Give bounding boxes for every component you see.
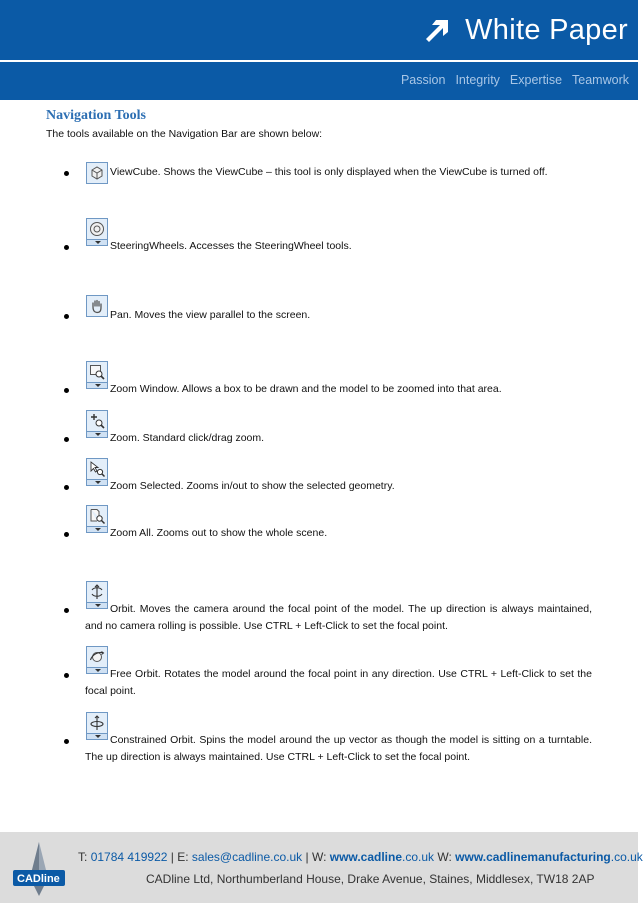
pan-hand-icon bbox=[86, 295, 108, 317]
bullet bbox=[64, 608, 69, 613]
contact-line: T: 01784 419922 | E: sales@cadline.co.uk | W: www.cadline.co.uk W: www.cadlinemanufacturing.co.uk bbox=[78, 850, 643, 864]
bullet bbox=[64, 673, 69, 678]
bullet bbox=[64, 532, 69, 537]
email-link[interactable]: sales@cadline.co.uk bbox=[191, 850, 303, 864]
zoom-window-icon bbox=[86, 361, 108, 389]
bullet bbox=[64, 437, 69, 442]
arrow-logo-icon bbox=[423, 16, 453, 46]
values-bar bbox=[0, 62, 638, 100]
bullet bbox=[64, 739, 69, 744]
tool-description: Constrained Orbit. Spins the model around the up vector as though the model is sitting on a turntable. The up direction is always maintained. Use CTRL + Left-Click to set the focal point. bbox=[85, 734, 592, 763]
viewcube-icon bbox=[86, 162, 108, 184]
web2-label: W: bbox=[437, 850, 452, 864]
steering-wheel-icon bbox=[86, 218, 108, 246]
bullet bbox=[64, 388, 69, 393]
bullet bbox=[64, 485, 69, 490]
tool-description: ViewCube. Shows the ViewCube – this tool is only displayed when the ViewCube is turned off. bbox=[110, 166, 548, 178]
zoom-selected-icon bbox=[86, 458, 108, 486]
tool-description: Zoom All. Zooms out to show the whole scene. bbox=[110, 527, 328, 539]
email-label: E: bbox=[177, 850, 189, 864]
page-title: White Paper bbox=[465, 14, 628, 46]
website2-link[interactable]: www.cadlinemanufacturing.co.uk bbox=[455, 850, 643, 864]
value-passion: Passion bbox=[400, 73, 446, 87]
header-bar bbox=[0, 0, 638, 60]
tool-description: Zoom Window. Allows a box to be drawn and the model to be zoomed into that area. bbox=[110, 383, 502, 395]
phone-label: T: bbox=[78, 850, 88, 864]
phone-number: 01784 419922 bbox=[90, 850, 168, 864]
tool-description: Orbit. Moves the camera around the focal point of the model. The up direction is always maintained, and no camera rolling is possible. Use CTRL + Left-Click to set the focal point. bbox=[85, 603, 592, 632]
value-expertise: Expertise bbox=[509, 73, 563, 87]
company-address: CADline Ltd, Northumberland House, Drake Avenue, Staines, Middlesex, TW18 2AP bbox=[146, 872, 595, 886]
value-teamwork: Teamwork bbox=[572, 73, 629, 87]
bullet bbox=[64, 314, 69, 319]
tool-description: Zoom Selected. Zooms in/out to show the selected geometry. bbox=[110, 480, 395, 492]
web-label: W: bbox=[311, 850, 327, 864]
zoom-icon bbox=[86, 410, 108, 438]
section-heading: Navigation Tools bbox=[46, 108, 146, 123]
tool-description: Zoom. Standard click/drag zoom. bbox=[110, 432, 265, 444]
logo-text: CADline bbox=[17, 873, 60, 885]
value-integrity: Integrity bbox=[455, 73, 500, 87]
main-content bbox=[46, 108, 596, 763]
tool-description: SteeringWheels. Accesses the SteeringWheel tools. bbox=[110, 240, 352, 252]
website-link[interactable]: www.cadline.co.uk bbox=[329, 850, 435, 864]
bullet bbox=[64, 171, 69, 176]
cadline-logo bbox=[12, 840, 66, 896]
tool-description: Pan. Moves the view parallel to the screen. bbox=[110, 309, 311, 321]
tool-description: Free Orbit. Rotates the model around the focal point in any direction. Use CTRL + Left-Click to set the focal point. bbox=[85, 668, 592, 697]
zoom-all-icon bbox=[86, 505, 108, 533]
bullet bbox=[64, 245, 69, 250]
section-intro: The tools available on the Navigation Bar are shown below: bbox=[46, 128, 323, 140]
header-brand bbox=[423, 14, 628, 47]
values-list bbox=[401, 73, 629, 87]
footer-bar bbox=[0, 832, 643, 903]
